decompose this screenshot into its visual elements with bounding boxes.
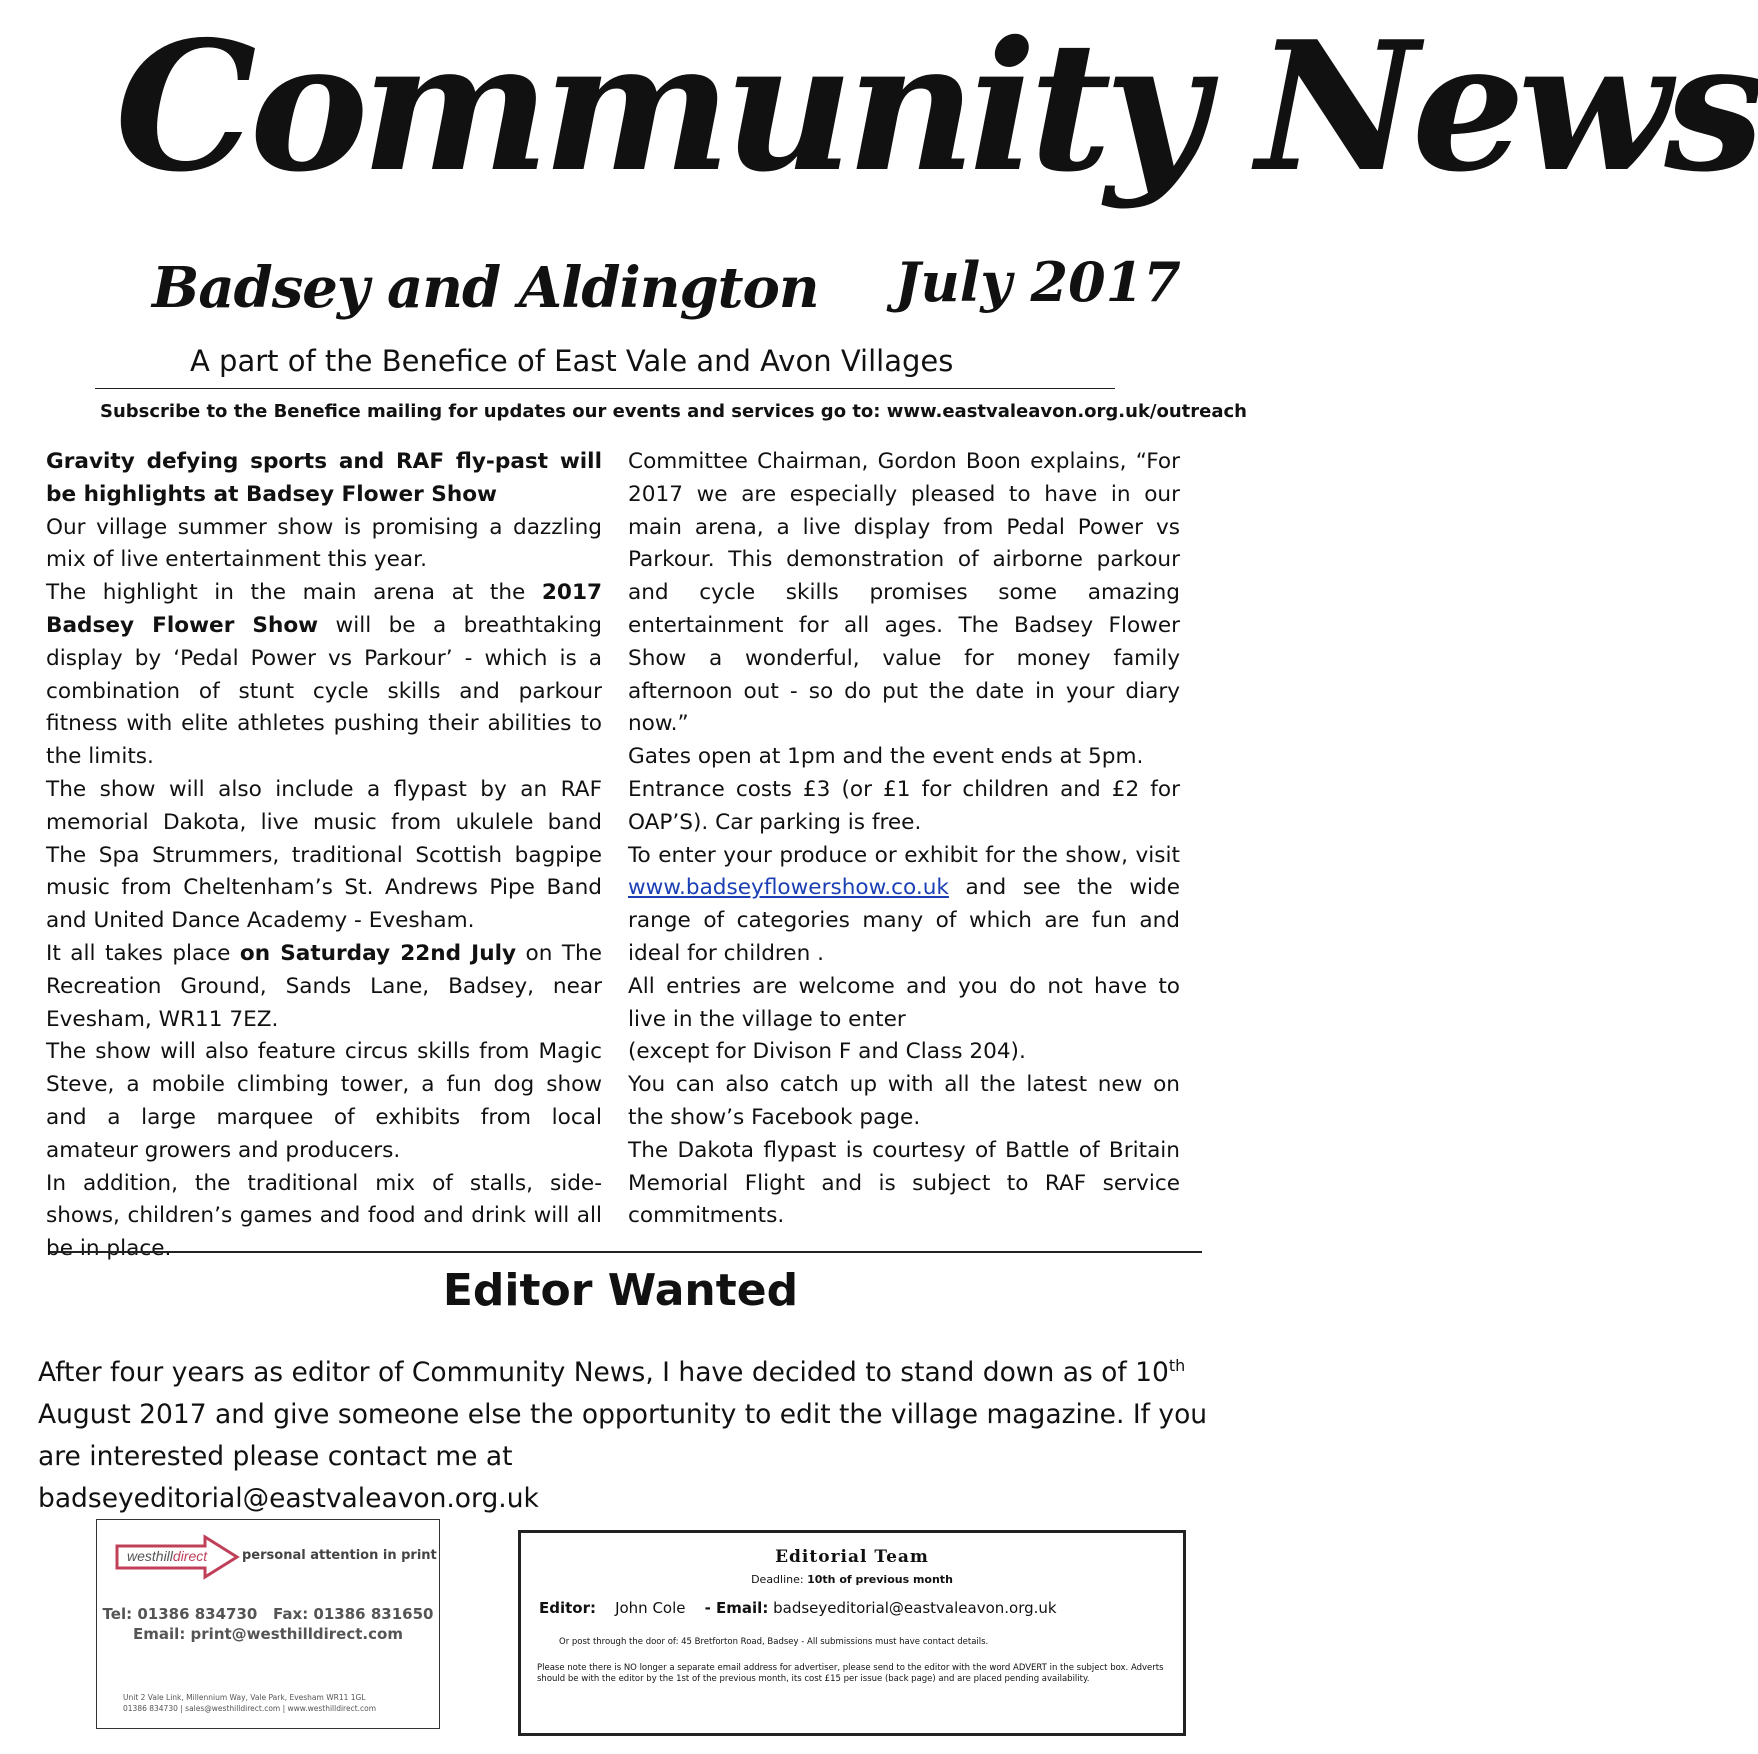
article-paragraph: It all takes place on Saturday 22nd July on The Recreation Ground, Sands Lane, Badsey, near Evesham, WR11 7EZ. [46, 940, 602, 1032]
printer-advert [96, 1519, 440, 1729]
article-paragraph: All entries are welcome and you do not have to live in the village to enter [628, 973, 1180, 1032]
masthead-date: July 2017 [895, 250, 1181, 314]
editorial-team-title: Editorial Team [775, 1547, 929, 1567]
divider-mid [50, 1251, 1202, 1253]
article-paragraph: The show will also feature circus skills from Magic Steve, a mobile climbing tower, a fun dog show and a large marquee of exhibits from local amateur growers and producers. [46, 1039, 602, 1163]
article-column-left [46, 446, 602, 1266]
arrow-logo-icon [113, 1534, 243, 1580]
article-paragraph: The highlight in the main arena at the 2017 Badsey Flower Show will be a breathtaking display by ‘Pedal Power vs Parkour’ - which is a combination of stunt cycle skills and parkour fitness with elite athletes pushing their abilities to the limits. [46, 580, 602, 770]
post-line: Or post through the door of: 45 Bretforton Road, Badsey - All submissions must have contact details. [559, 1637, 989, 1647]
advert-tagline: personal attention in print [242, 1548, 437, 1563]
article-paragraph: The Dakota flypast is courtesy of Battle of Britain Memorial Flight and is subject to RAF service commitments. [628, 1137, 1180, 1229]
flower-show-link[interactable]: www.badseyflowershow.co.uk [628, 875, 949, 901]
article-paragraph: Our village summer show is promising a dazzling mix of live entertainment this year. [46, 514, 602, 573]
tagline: A part of the Benefice of East Vale and Avon Villages [190, 344, 954, 378]
article-paragraph: You can also catch up with all the latest new on the show’s Facebook page. [628, 1072, 1180, 1130]
article-paragraph: (except for Divison F and Class 204). [628, 1039, 1026, 1065]
advert-address: Unit 2 Vale Link, Millennium Way, Vale Park, Evesham WR11 1GL 01386 834730 | sales@westhilldirect.com | www.westhilldirect.com [123, 1693, 377, 1713]
deadline-line: Deadline: 10th of previous month [751, 1573, 953, 1586]
advert-note: Please note there is NO longer a separate email address for advertiser, please send to the editor with the word ADVERT in the subject box. Adverts should be with the editor by the 1st of the previous month, its cost £15 per issue (back page) and are placed pending availability. [537, 1663, 1164, 1684]
article-headline: Gravity defying sports and RAF fly-past will be highlights at Badsey Flower Show [46, 449, 602, 507]
article-column-right [628, 446, 1180, 1233]
article-paragraph: Gates open at 1pm and the event ends at 5pm. [628, 744, 1144, 770]
article-paragraph: Committee Chairman, Gordon Boon explains, “For 2017 we are especially pleased to have in our main arena, a live display from Pedal Power vs Parkour. This demonstration of airborne parkour and cycle skills promises some amazing entertainment for all ages. The Badsey Flower Show a wonderful, value for money family afternoon out - so do put the date in your diary now.” [628, 449, 1180, 737]
editor-line: Editor: John Cole - Email: badseyeditorial@eastvaleavon.org.uk [539, 1599, 1057, 1617]
masthead-subtitle: Badsey and Aldington [152, 255, 819, 321]
article-paragraph: The show will also include a flypast by an RAF memorial Dakota, live music from ukulele band The Spa Strummers, traditional Scottish bagpipe music from Cheltenham’s St. Andrews Pipe Band and United Dance Academy - Evesham. [46, 776, 602, 934]
editor-email: badseyeditorial@eastvaleavon.org.uk [38, 1482, 539, 1514]
subscribe-note: Subscribe to the Benefice mailing for updates our events and services go to: www.eastvaleavon.org.uk/outreach [100, 401, 1247, 422]
divider-top [95, 388, 1115, 389]
editorial-team-box [518, 1530, 1186, 1736]
masthead-title: Community News [115, 2, 1758, 211]
article-paragraph: In addition, the traditional mix of stalls, side-shows, children’s games and food and drink will all be in place. [46, 1170, 602, 1262]
editor-wanted-heading: Editor Wanted [442, 1265, 799, 1316]
article-paragraph: Entrance costs £3 (or £1 for children and £2 for OAP’S). Car parking is free. [628, 776, 1180, 835]
article-paragraph: To enter your produce or exhibit for the show, visit www.badseyflowershow.co.uk and see the wide range of categories many of which are fun and ideal for children . [628, 842, 1180, 966]
svg-text:westhilldirect: westhilldirect [127, 1548, 208, 1564]
editor-wanted-body: After four years as editor of Community News, I have decided to stand down as of 10th August 2017 and give someone else the opportunity to edit the village magazine. If you are interested please contact me at badseyeditorial@eastvaleavon.org.uk [38, 1345, 1208, 1520]
advert-contact: Tel: 01386 834730 Fax: 01386 831650 Email: print@westhilldirect.com [102, 1605, 434, 1643]
